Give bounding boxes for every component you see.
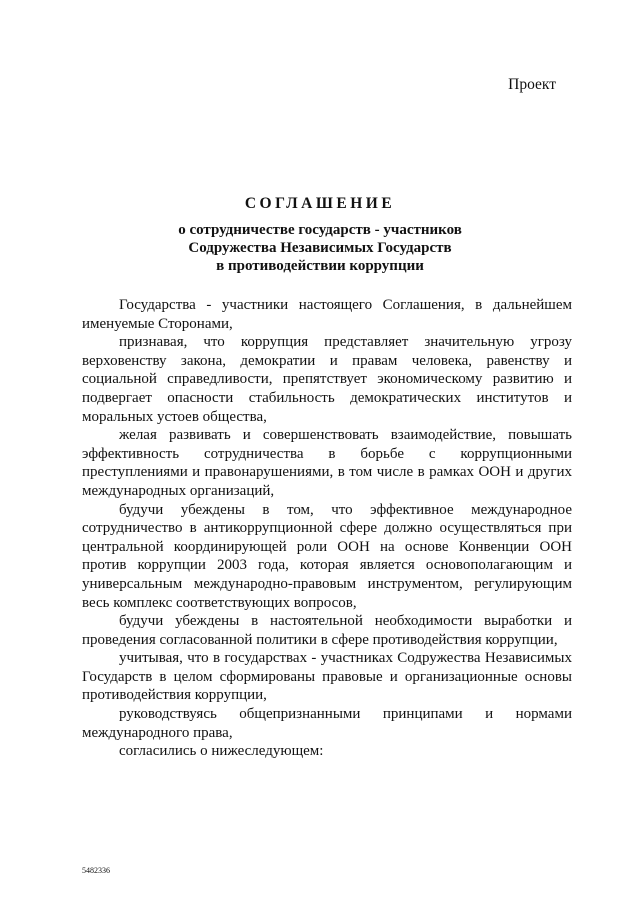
preamble-paragraph: признавая, что коррупция представляет значительную угрозу верховенству закона, демократии и правам человека, равенству и социальной справедливости, препятствует экономическому развитию и подвергает опасности стабильность демократических институтов и моральных устоев общества, [82, 334, 572, 425]
document-title: СОГЛАШЕНИЕ [244, 195, 396, 212]
preamble-paragraph: будучи убеждены в том, что эффективное международное сотрудничество в антикоррупционной сфере должно осуществляться при центральной координирующей роли ООН на основе Конвенции ООН против коррупции 2003 года, которая является основополагающим и универсальным международно-правовым инструментом, регулирующим весь комплекс соответствующих вопросов, [82, 501, 572, 611]
document-body [82, 296, 572, 761]
document-subtitle [0, 221, 640, 275]
subtitle-line: о сотрудничестве государств - участников [178, 222, 462, 238]
preamble-paragraph: Государства - участники настоящего Соглашения, в дальнейшем именуемые Сторонами, [82, 297, 572, 332]
agreement-statement: согласились о нижеследующем: [119, 743, 324, 760]
preamble-paragraph: руководствуясь общепризнанными принципами и нормами международного права, [82, 706, 572, 741]
document-code: 5482336 [82, 866, 110, 875]
subtitle-line: в противодействии коррупции [216, 258, 424, 274]
preamble-paragraph: учитывая, что в государствах - участниках Содружества Независимых Государств в целом сформированы правовые и организационные основы противодействия коррупции, [82, 650, 572, 704]
preamble-paragraph: желая развивать и совершенствовать взаимодействие, повышать эффективность сотрудничества в борьбе с коррупционными преступлениями и правонарушениями, в том числе в рамках ООН и других международных организаций, [82, 427, 572, 499]
subtitle-line: Содружества Независимых Государств [188, 240, 452, 256]
preamble-paragraph: будучи убеждены в настоятельной необходимости выработки и проведения согласованной политики в сфере противодействия коррупции, [82, 613, 572, 648]
draft-label: Проект [508, 76, 556, 93]
